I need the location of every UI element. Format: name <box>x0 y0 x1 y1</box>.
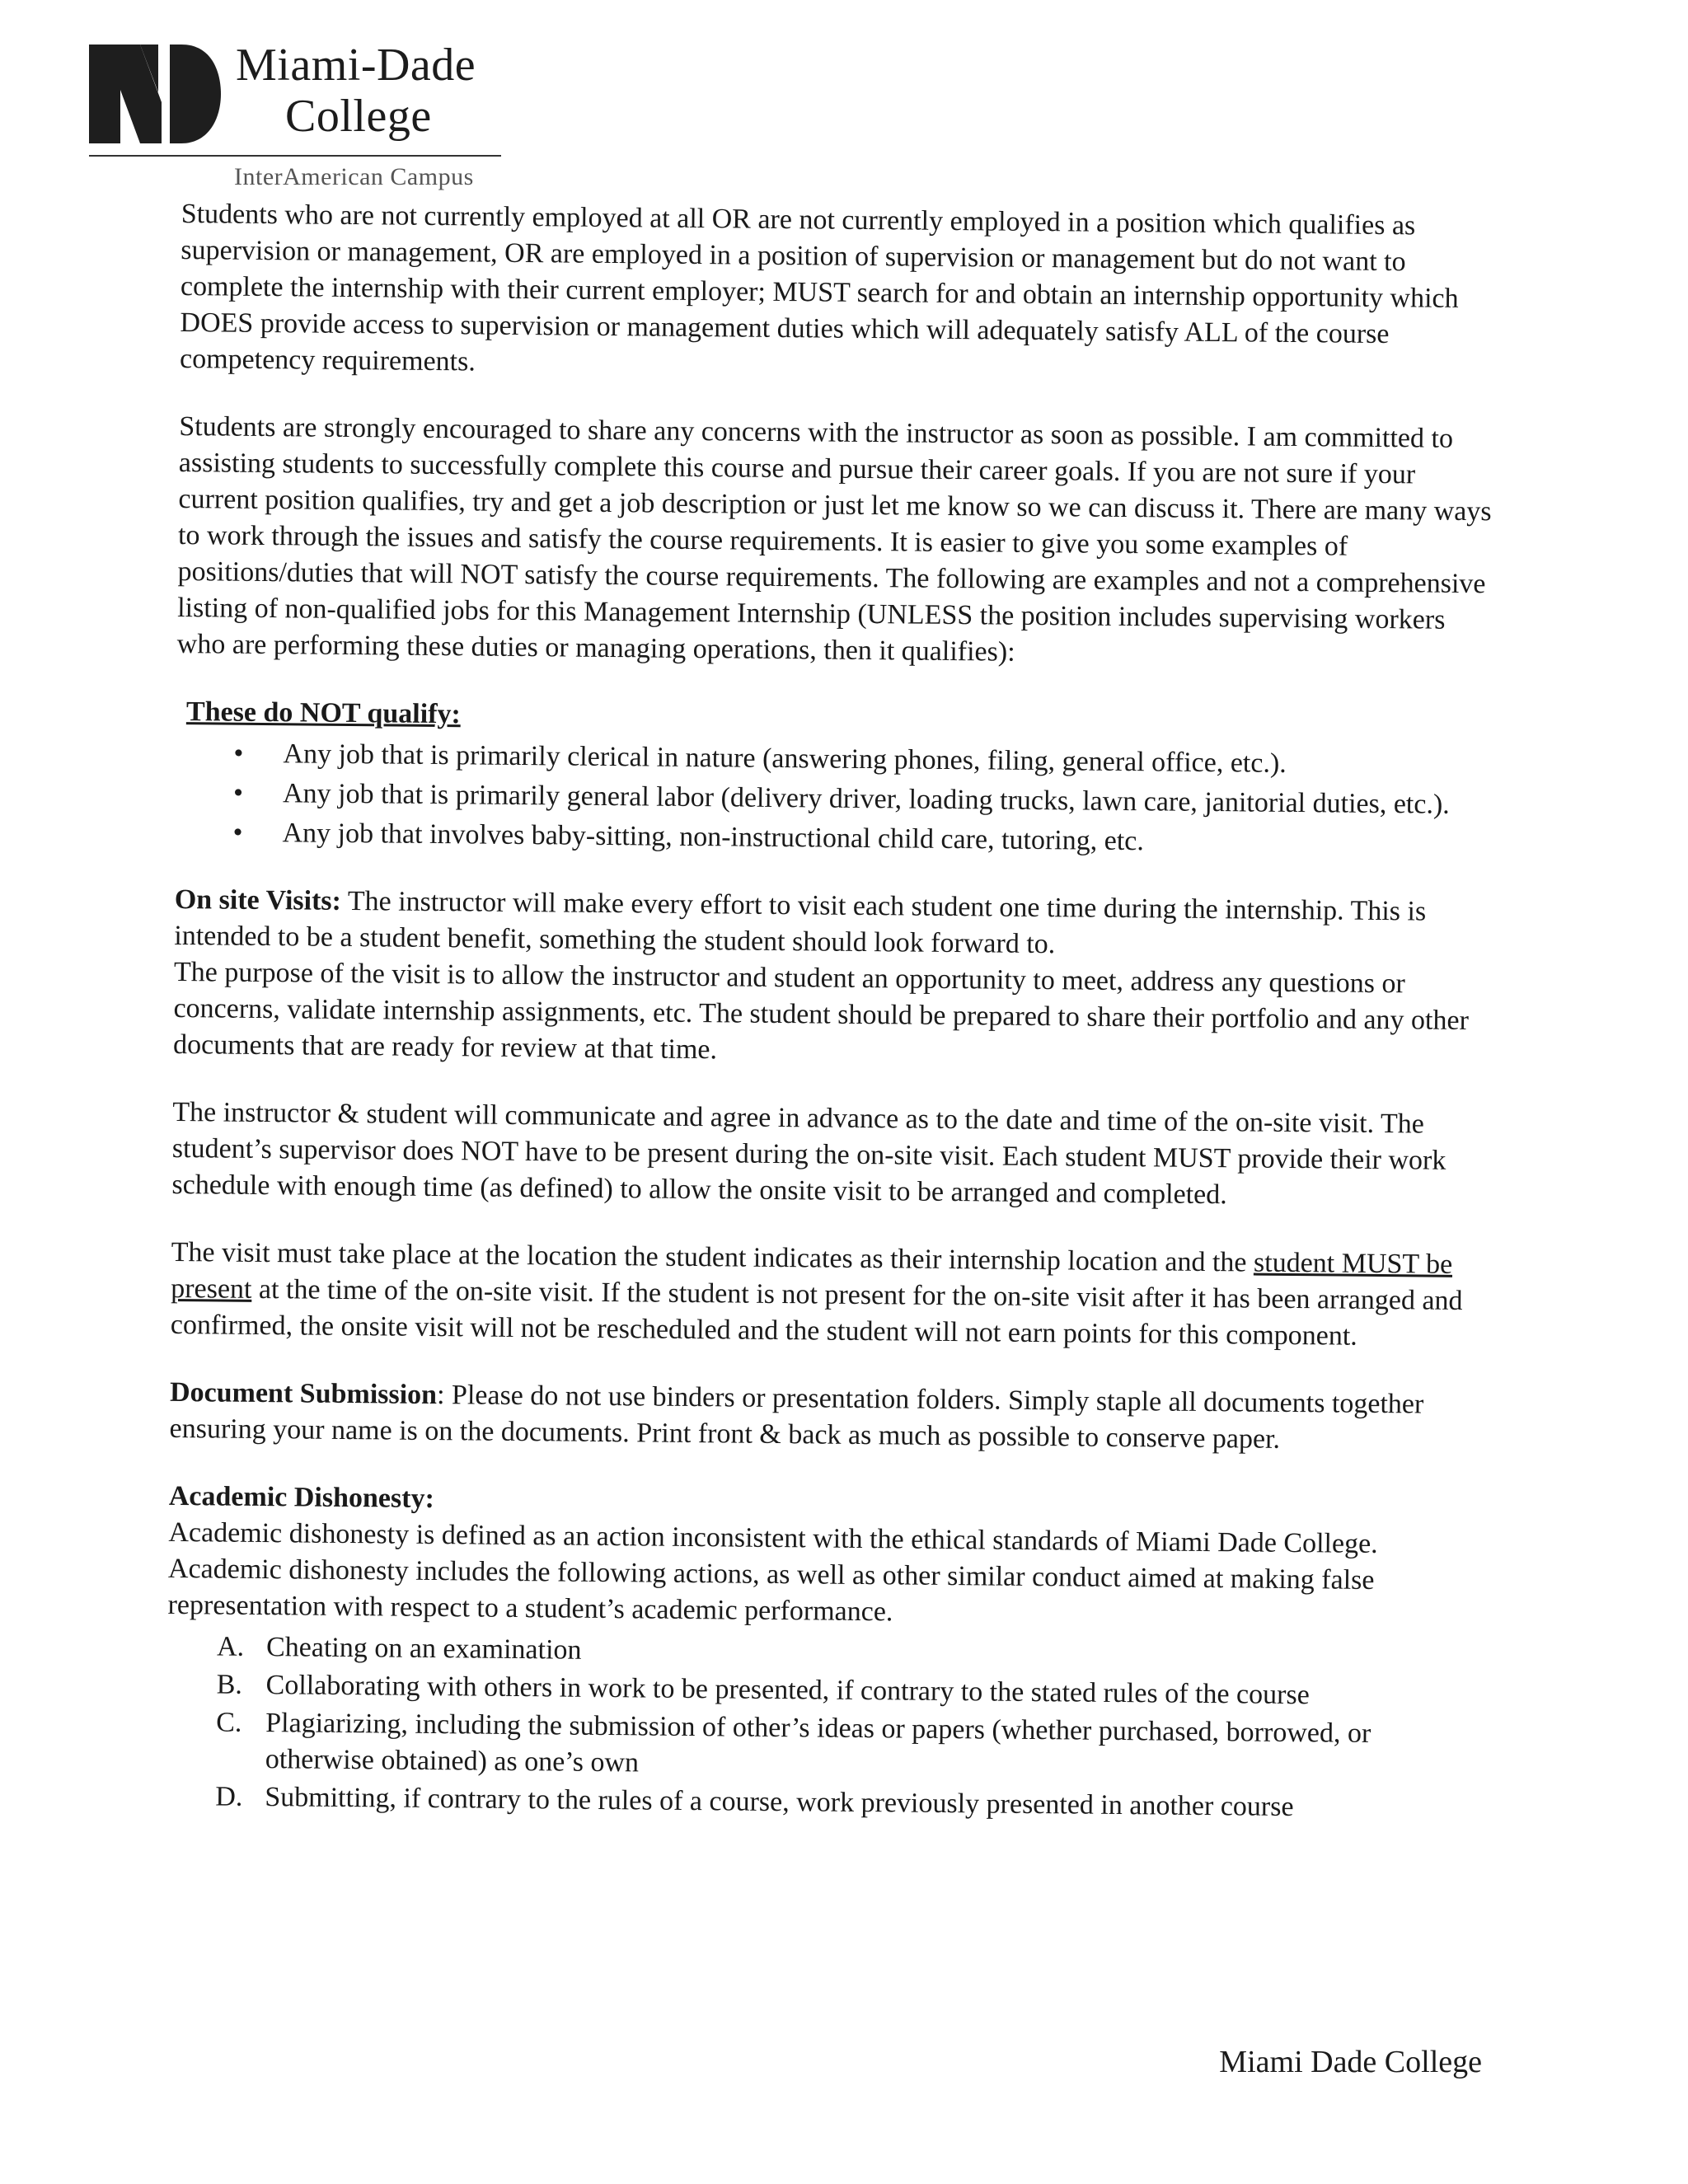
list-marker: C. <box>216 1707 242 1738</box>
paragraph-onsite-visits <box>173 882 1493 1076</box>
visit-text-a: The visit must take place at the location the student indicates as their internship location and the <box>171 1236 1254 1278</box>
doc-submission-text: : Please do not use binders or presentation folders. Simply staple all documents together ensuring your name is on the documents. Print front & back as much as possible to conserve paper. <box>169 1380 1424 1455</box>
section-academic-dishonesty <box>166 1479 1488 1827</box>
list-item <box>232 815 1493 864</box>
header-divider <box>89 155 501 157</box>
paragraph-visit-location <box>171 1235 1490 1356</box>
list-marker: B. <box>216 1669 243 1700</box>
campus-name: InterAmerican Campus <box>234 163 474 190</box>
onsite-text: The instructor will make every effort to visit each student one time during the internship. This is intended to be a student benefit, something the student should look forward to. <box>174 885 1427 960</box>
list-item-text: Plagiarizing, including the submission of other’s ideas or papers (whether purchased, borrowed, or otherwise obtained) as one’s own <box>265 1708 1372 1779</box>
list-marker: D. <box>215 1781 243 1812</box>
onsite-text-2: The purpose of the visit is to allow the instructor and student an opportunity to meet, address any questions or concerns, validate internship assignments, etc. The student should be prepared to share their portfolio and any other documents that are ready for review at that time. <box>172 956 1470 1066</box>
paragraph-communicate: The instructor & student will communicate and agree in advance as to the date and time of the on-site visit. The student’s supervisor does NOT have to be present during the on-site visit. Each student MUST provide their work schedule with enough time (as defined) to allow the onsite visit to be arranged and completed. <box>171 1096 1447 1211</box>
md-logo-icon <box>89 45 221 143</box>
not-qualify-heading: These do NOT qualify: <box>185 696 461 730</box>
list-item-text: Cheating on an examination <box>265 1632 582 1666</box>
onsite-label: On site Visits: <box>174 883 342 916</box>
list-item-text: Submitting, if contrary to the rules of a course, work previously presented in another course <box>265 1782 1294 1823</box>
visit-text-b: at the time of the on-site visit. If the student is not present for the on-site visit after it has been arranged and confirmed, the onsite visit will not be rescheduled and the student will not earn points for this component. <box>170 1273 1463 1352</box>
academic-dishonesty-heading: Academic Dishonesty: <box>168 1480 435 1515</box>
document-body <box>166 196 1500 1829</box>
list-item-text: Any job that involves baby-sitting, non-instructional child care, tutoring, etc. <box>282 818 1145 857</box>
doc-submission-label: Document Submission <box>169 1376 438 1411</box>
college-name-line1: Miami-Dade <box>236 40 476 91</box>
paragraph-concerns: Students are strongly encouraged to share any concerns with the instructor as soon as possible. I am committed to assisting students to successfully complete this course and pursue their career goals. If you are not sure if your current position qualifies, try and get a job description or just let me know so we can discuss it. There are many ways to work through the issues and satisfy the course requirements. It is easier to give you some examples of positions/duties that will NOT satisfy the course requirements. The following are examples and not a comprehensive listing of non-qualified jobs for this Management Internship (UNLESS the position includes supervising workers who are performing these duties or managing operations, then it qualifies): <box>176 410 1492 668</box>
list-item-text: Collaborating with others in work to be presented, if contrary to the stated rules of the course <box>265 1670 1310 1711</box>
academic-dishonesty-text: Academic dishonesty is defined as an action inconsistent with the ethical standards of Miami Dade College. Academic dishonesty includes the following actions, as well as other similar conduct aimed at making false representation with respect to a student’s academic performance. <box>167 1516 1378 1628</box>
list-item-text: Any job that is primarily clerical in nature (answering phones, filing, general office, etc.). <box>283 738 1287 779</box>
visit-text-underlined: student MUST be present <box>171 1247 1453 1305</box>
college-name-line2: College <box>285 91 432 142</box>
list-item <box>216 1704 1486 1789</box>
paragraph-document-submission <box>169 1375 1489 1460</box>
bullet-icon: • <box>232 777 244 808</box>
college-name <box>236 40 476 142</box>
bullet-icon: • <box>232 817 243 848</box>
footer-college-name: Miami Dade College <box>1219 2045 1482 2079</box>
bullet-icon: • <box>233 738 244 769</box>
not-qualify-list <box>175 735 1494 863</box>
list-marker: A. <box>216 1631 245 1662</box>
list-item-text: Any job that is primarily general labor (delivery driver, loading trucks, lawn care, janitorial duties, etc.). <box>282 778 1450 820</box>
paragraph-employment: Students who are not currently employed at all OR are not currently employed in a position which qualifies as supervision or management, OR are employed in a position of supervision or management but do not want to complete the internship with their current employer; MUST search for and obtain an internship opportunity which DOES provide access to supervision or management duties which will adequately satisfy ALL of the course competency requirements. <box>179 198 1459 377</box>
academic-dishonesty-list <box>166 1629 1486 1827</box>
